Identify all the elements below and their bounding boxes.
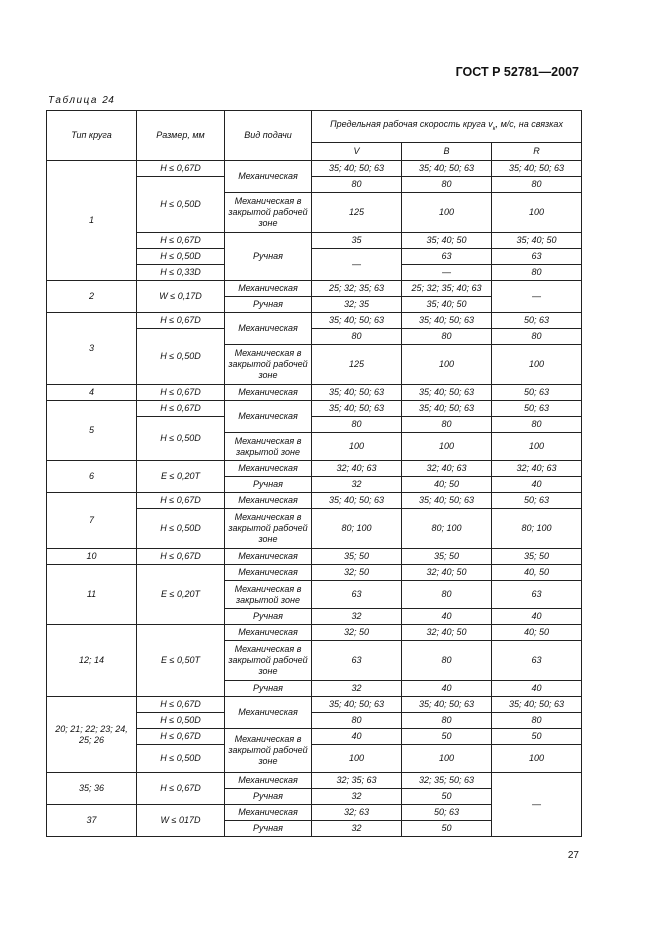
cell-r: 50 xyxy=(492,729,582,745)
cell-feed: Ручная xyxy=(225,609,312,625)
header-bond-r: R xyxy=(492,143,582,161)
cell-v: 80 xyxy=(312,177,402,193)
cell-size: E ≤ 0,20T xyxy=(137,565,225,625)
cell-feed: Механическая в закрытой рабочей зоне xyxy=(225,729,312,773)
cell-size: H ≤ 0,50D xyxy=(137,177,225,233)
cell-b: 100 xyxy=(402,345,492,385)
cell-r: 35; 50 xyxy=(492,549,582,565)
cell-v: 80 xyxy=(312,417,402,433)
cell-v: 32; 63 xyxy=(312,805,402,821)
cell-b: 80 xyxy=(402,417,492,433)
cell-feed: Механическая xyxy=(225,773,312,789)
cell-v: 100 xyxy=(312,745,402,773)
cell-feed: Механическая в закрытой зоне xyxy=(225,581,312,609)
header-type: Тип круга xyxy=(47,111,137,161)
cell-b: 32; 40; 63 xyxy=(402,461,492,477)
cell-r: — xyxy=(492,773,582,837)
table-caption xyxy=(48,95,114,106)
cell-r: 80 xyxy=(492,177,582,193)
cell-size: H ≤ 0,67D xyxy=(137,549,225,565)
cell-v: 32; 35 xyxy=(312,297,402,313)
cell-v: — xyxy=(312,249,402,281)
header-speed-suffix: , м/с, на связках xyxy=(495,118,563,129)
cell-size: H ≤ 0,50D xyxy=(137,329,225,385)
cell-r: 50; 63 xyxy=(492,385,582,401)
cell-size: H ≤ 0,67D xyxy=(137,493,225,509)
cell-b: 35; 40; 50; 63 xyxy=(402,313,492,329)
header-feed: Вид подачи xyxy=(225,111,312,161)
cell-feed: Механическая xyxy=(225,461,312,477)
header-speed-sub: к xyxy=(492,125,496,132)
cell-v: 35; 40; 50; 63 xyxy=(312,401,402,417)
cell-type: 7 xyxy=(47,493,137,549)
cell-b: 50 xyxy=(402,729,492,745)
cell-size: H ≤ 0,67D xyxy=(137,729,225,745)
cell-size: H ≤ 0,67D xyxy=(137,401,225,417)
cell-type: 3 xyxy=(47,313,137,385)
cell-feed: Механическая в закрытой рабочей зоне xyxy=(225,641,312,681)
cell-v: 32 xyxy=(312,821,402,837)
cell-b: 50 xyxy=(402,821,492,837)
cell-b: 100 xyxy=(402,193,492,233)
cell-v: 35; 40; 50; 63 xyxy=(312,313,402,329)
cell-feed: Ручная xyxy=(225,789,312,805)
cell-b: 35; 40; 50; 63 xyxy=(402,385,492,401)
cell-v: 32 xyxy=(312,609,402,625)
cell-r: 100 xyxy=(492,433,582,461)
cell-v: 35; 40; 50; 63 xyxy=(312,493,402,509)
cell-r: 35; 40; 50; 63 xyxy=(492,697,582,713)
cell-r: 40, 50 xyxy=(492,565,582,581)
cell-r: 63 xyxy=(492,641,582,681)
cell-b: 80 xyxy=(402,177,492,193)
cell-v: 32; 50 xyxy=(312,565,402,581)
cell-size: W ≤ 0,17D xyxy=(137,281,225,313)
cell-r: 63 xyxy=(492,581,582,609)
cell-r: 40; 50 xyxy=(492,625,582,641)
cell-feed: Механическая xyxy=(225,281,312,297)
cell-type: 37 xyxy=(47,805,137,837)
document-code: ГОСТ Р 52781—2007 xyxy=(455,65,579,79)
cell-size: H ≤ 0,50D xyxy=(137,249,225,265)
cell-r: — xyxy=(492,281,582,313)
cell-v: 35; 40; 50; 63 xyxy=(312,385,402,401)
cell-r: 32; 40; 63 xyxy=(492,461,582,477)
cell-feed: Механическая xyxy=(225,385,312,401)
cell-feed: Механическая в закрытой рабочей зоне xyxy=(225,509,312,549)
cell-r: 63 xyxy=(492,249,582,265)
cell-size: H ≤ 0,67D xyxy=(137,697,225,713)
cell-size: H ≤ 0,50D xyxy=(137,417,225,461)
cell-v: 80 xyxy=(312,713,402,729)
cell-type: 4 xyxy=(47,385,137,401)
speed-table xyxy=(46,110,582,837)
cell-v: 80; 100 xyxy=(312,509,402,549)
cell-b: 50; 63 xyxy=(402,805,492,821)
caption-label: Таблица xyxy=(48,95,98,106)
cell-r: 40 xyxy=(492,681,582,697)
header-speed xyxy=(312,111,582,143)
cell-v: 100 xyxy=(312,433,402,461)
cell-type: 1 xyxy=(47,161,137,281)
cell-feed: Механическая xyxy=(225,697,312,729)
cell-size: H ≤ 0,33D xyxy=(137,265,225,281)
cell-b: 50 xyxy=(402,789,492,805)
cell-b: 40 xyxy=(402,609,492,625)
cell-type: 5 xyxy=(47,401,137,461)
cell-v: 32; 40; 63 xyxy=(312,461,402,477)
cell-size: E ≤ 0,50T xyxy=(137,625,225,697)
cell-v: 80 xyxy=(312,329,402,345)
cell-feed: Механическая xyxy=(225,805,312,821)
cell-size: H ≤ 0,67D xyxy=(137,233,225,249)
cell-feed: Ручная xyxy=(225,821,312,837)
cell-b: 32; 35; 50; 63 xyxy=(402,773,492,789)
cell-v: 63 xyxy=(312,641,402,681)
cell-size: H ≤ 0,50D xyxy=(137,745,225,773)
cell-b: 80 xyxy=(402,581,492,609)
cell-b: 63 xyxy=(402,249,492,265)
cell-v: 35; 40; 50; 63 xyxy=(312,161,402,177)
page-number: 27 xyxy=(567,850,579,861)
cell-b: 35; 40; 50; 63 xyxy=(402,697,492,713)
cell-r: 40 xyxy=(492,609,582,625)
cell-type: 10 xyxy=(47,549,137,565)
cell-v: 125 xyxy=(312,193,402,233)
cell-size: H ≤ 0,67D xyxy=(137,313,225,329)
cell-v: 25; 32; 35; 63 xyxy=(312,281,402,297)
cell-r: 100 xyxy=(492,193,582,233)
cell-type: 20; 21; 22; 23; 24, 25; 26 xyxy=(47,697,137,773)
cell-b: 32; 40; 50 xyxy=(402,565,492,581)
cell-b: 100 xyxy=(402,745,492,773)
cell-b: 35; 40; 50 xyxy=(402,233,492,249)
cell-b: — xyxy=(402,265,492,281)
cell-size: E ≤ 0,20T xyxy=(137,461,225,493)
cell-b: 80; 100 xyxy=(402,509,492,549)
cell-r: 50; 63 xyxy=(492,313,582,329)
cell-feed: Ручная xyxy=(225,233,312,281)
cell-r: 80 xyxy=(492,417,582,433)
cell-type: 11 xyxy=(47,565,137,625)
cell-v: 125 xyxy=(312,345,402,385)
cell-size: H ≤ 0,67D xyxy=(137,161,225,177)
cell-feed: Механическая в закрытой рабочей зоне xyxy=(225,345,312,385)
cell-feed: Механическая xyxy=(225,313,312,345)
cell-feed: Механическая в закрытой зоне xyxy=(225,433,312,461)
cell-feed: Ручная xyxy=(225,297,312,313)
cell-size: H ≤ 0,50D xyxy=(137,713,225,729)
cell-r: 100 xyxy=(492,745,582,773)
cell-b: 80 xyxy=(402,641,492,681)
cell-v: 32 xyxy=(312,789,402,805)
cell-r: 80 xyxy=(492,713,582,729)
cell-feed: Механическая xyxy=(225,493,312,509)
cell-v: 40 xyxy=(312,729,402,745)
cell-b: 40 xyxy=(402,681,492,697)
cell-b: 100 xyxy=(402,433,492,461)
cell-b: 32; 40; 50 xyxy=(402,625,492,641)
cell-v: 35 xyxy=(312,233,402,249)
header-size: Размер, мм xyxy=(137,111,225,161)
cell-v: 63 xyxy=(312,581,402,609)
cell-type: 12; 14 xyxy=(47,625,137,697)
cell-b: 35; 40; 50; 63 xyxy=(402,401,492,417)
cell-feed: Механическая xyxy=(225,401,312,433)
cell-size: W ≤ 017D xyxy=(137,805,225,837)
cell-b: 25; 32; 35; 40; 63 xyxy=(402,281,492,297)
cell-r: 50; 63 xyxy=(492,493,582,509)
cell-b: 35; 50 xyxy=(402,549,492,565)
header-bond-b: B xyxy=(402,143,492,161)
cell-feed: Ручная xyxy=(225,477,312,493)
cell-r: 35; 40; 50 xyxy=(492,233,582,249)
cell-v: 35; 40; 50; 63 xyxy=(312,697,402,713)
cell-v: 32; 35; 63 xyxy=(312,773,402,789)
cell-type: 6 xyxy=(47,461,137,493)
cell-v: 32 xyxy=(312,477,402,493)
cell-r: 80 xyxy=(492,329,582,345)
cell-b: 80 xyxy=(402,713,492,729)
header-bond-v: V xyxy=(312,143,402,161)
cell-feed: Механическая xyxy=(225,549,312,565)
cell-type: 2 xyxy=(47,281,137,313)
cell-b: 40; 50 xyxy=(402,477,492,493)
cell-v: 32; 50 xyxy=(312,625,402,641)
cell-feed: Механическая xyxy=(225,625,312,641)
cell-r: 80; 100 xyxy=(492,509,582,549)
cell-size: H ≤ 0,50D xyxy=(137,509,225,549)
caption-number: 24 xyxy=(102,95,115,106)
cell-r: 50; 63 xyxy=(492,401,582,417)
cell-type: 35; 36 xyxy=(47,773,137,805)
cell-b: 80 xyxy=(402,329,492,345)
cell-v: 32 xyxy=(312,681,402,697)
header-speed-prefix: Предельная рабочая скорость круга v xyxy=(330,118,493,129)
cell-feed: Механическая xyxy=(225,161,312,193)
cell-size: H ≤ 0,67D xyxy=(137,385,225,401)
cell-r: 35; 40; 50; 63 xyxy=(492,161,582,177)
cell-b: 35; 40; 50; 63 xyxy=(402,493,492,509)
cell-feed: Ручная xyxy=(225,681,312,697)
cell-r: 80 xyxy=(492,265,582,281)
cell-feed: Механическая в закрытой рабочей зоне xyxy=(225,193,312,233)
cell-v: 35; 50 xyxy=(312,549,402,565)
cell-r: 40 xyxy=(492,477,582,493)
cell-feed: Механическая xyxy=(225,565,312,581)
cell-b: 35; 40; 50 xyxy=(402,297,492,313)
cell-size: H ≤ 0,67D xyxy=(137,773,225,805)
cell-b: 35; 40; 50; 63 xyxy=(402,161,492,177)
cell-r: 100 xyxy=(492,345,582,385)
